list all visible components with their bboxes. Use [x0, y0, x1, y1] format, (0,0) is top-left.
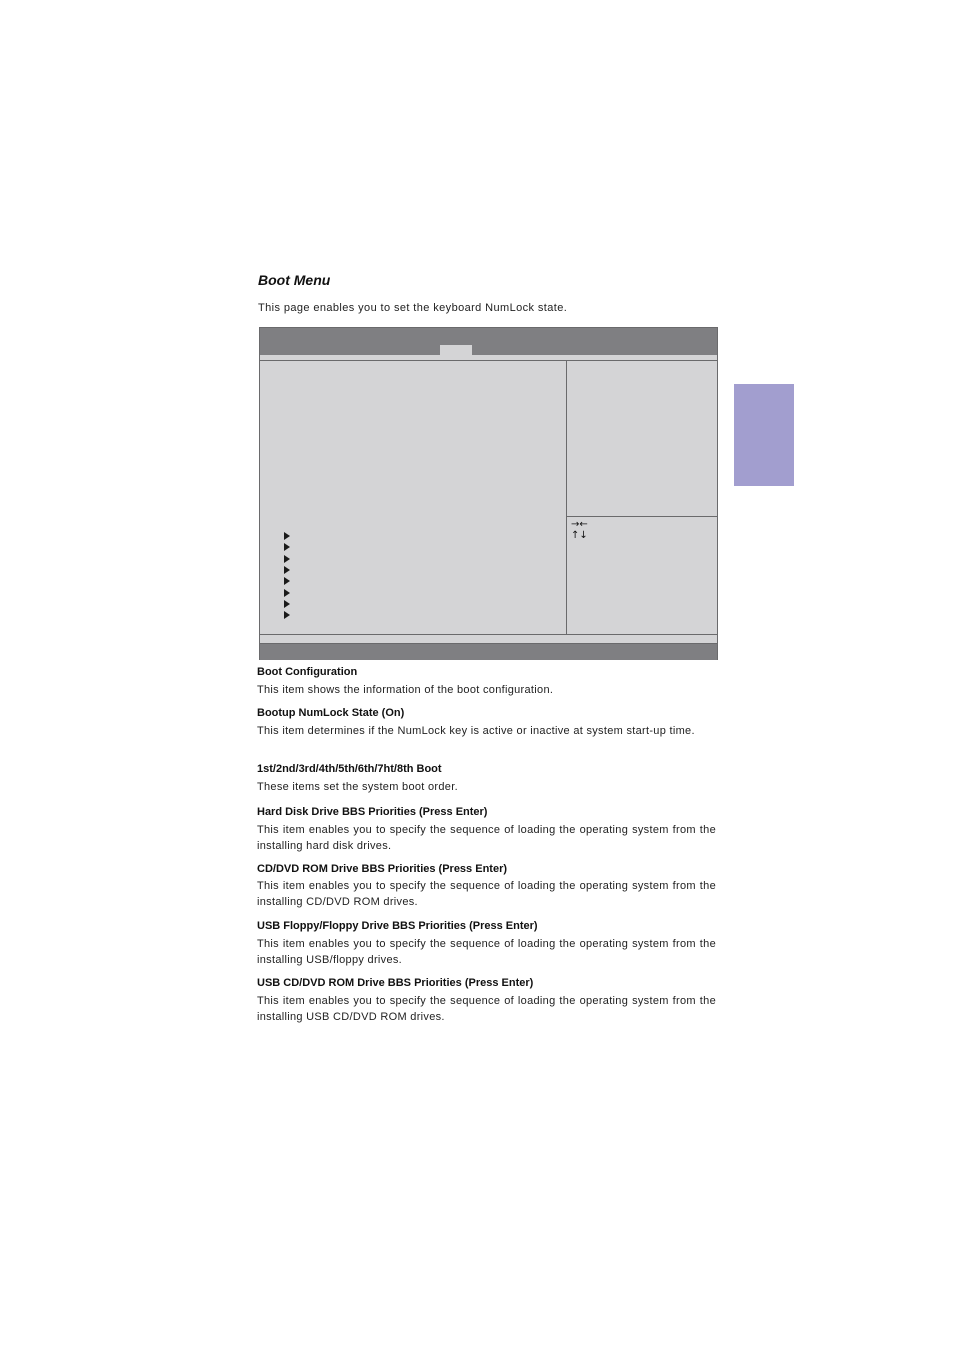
- submenu-arrow-icon[interactable]: [284, 555, 290, 563]
- chapter-side-tab: [734, 384, 794, 486]
- up-down-arrows-icon: ↑↓: [571, 530, 588, 541]
- bios-settings-panel: [260, 361, 567, 634]
- bios-status-bar: [260, 643, 717, 660]
- submenu-arrow-icon[interactable]: [284, 543, 290, 551]
- section-heading: CD/DVD ROM Drive BBS Priorities (Press Enter): [257, 863, 508, 875]
- page-title: Boot Menu: [258, 272, 331, 288]
- bios-key-legend: [567, 517, 717, 634]
- bios-menu-bar: [260, 328, 717, 355]
- section-heading: USB CD/DVD ROM Drive BBS Priorities (Press Enter): [257, 977, 534, 989]
- submenu-arrow-icon[interactable]: [284, 566, 290, 574]
- intro-text: This page enables you to set the keyboard NumLock state.: [258, 302, 568, 314]
- submenu-arrow-icon[interactable]: [284, 600, 290, 608]
- submenu-arrow-icon[interactable]: [284, 589, 290, 597]
- section-body: This item enables you to specify the sequence of loading the operating system from the installing USB CD/DVD ROM drives.: [257, 995, 716, 1023]
- bios-help-panel: [567, 361, 717, 517]
- section-body: This item enables you to specify the sequence of loading the operating system from the installing hard disk drives.: [257, 824, 716, 852]
- section-heading: USB Floppy/Floppy Drive BBS Priorities (Press Enter): [257, 920, 538, 932]
- left-right-arrows-icon: →←: [571, 519, 588, 530]
- section-heading: Bootup NumLock State (On): [257, 707, 405, 719]
- section-body: These items set the system boot order.: [257, 781, 458, 793]
- bios-footer-divider: [260, 634, 717, 643]
- section-body: This item enables you to specify the sequence of loading the operating system from the installing USB/floppy drives.: [257, 938, 716, 966]
- bios-screenshot: [259, 327, 718, 660]
- section-body: This item enables you to specify the sequence of loading the operating system from the installing CD/DVD ROM drives.: [257, 880, 716, 908]
- section-heading: Boot Configuration: [257, 666, 358, 678]
- section-heading: 1st/2nd/3rd/4th/5th/6th/7ht/8th Boot: [257, 763, 442, 775]
- section-body: This item shows the information of the boot configuration.: [257, 684, 554, 696]
- submenu-arrow-icon[interactable]: [284, 577, 290, 585]
- section-heading: Hard Disk Drive BBS Priorities (Press Enter): [257, 806, 488, 818]
- section-body: This item determines if the NumLock key is active or inactive at system start-up time.: [257, 725, 695, 737]
- submenu-arrow-icon[interactable]: [284, 532, 290, 540]
- submenu-arrow-icon[interactable]: [284, 611, 290, 619]
